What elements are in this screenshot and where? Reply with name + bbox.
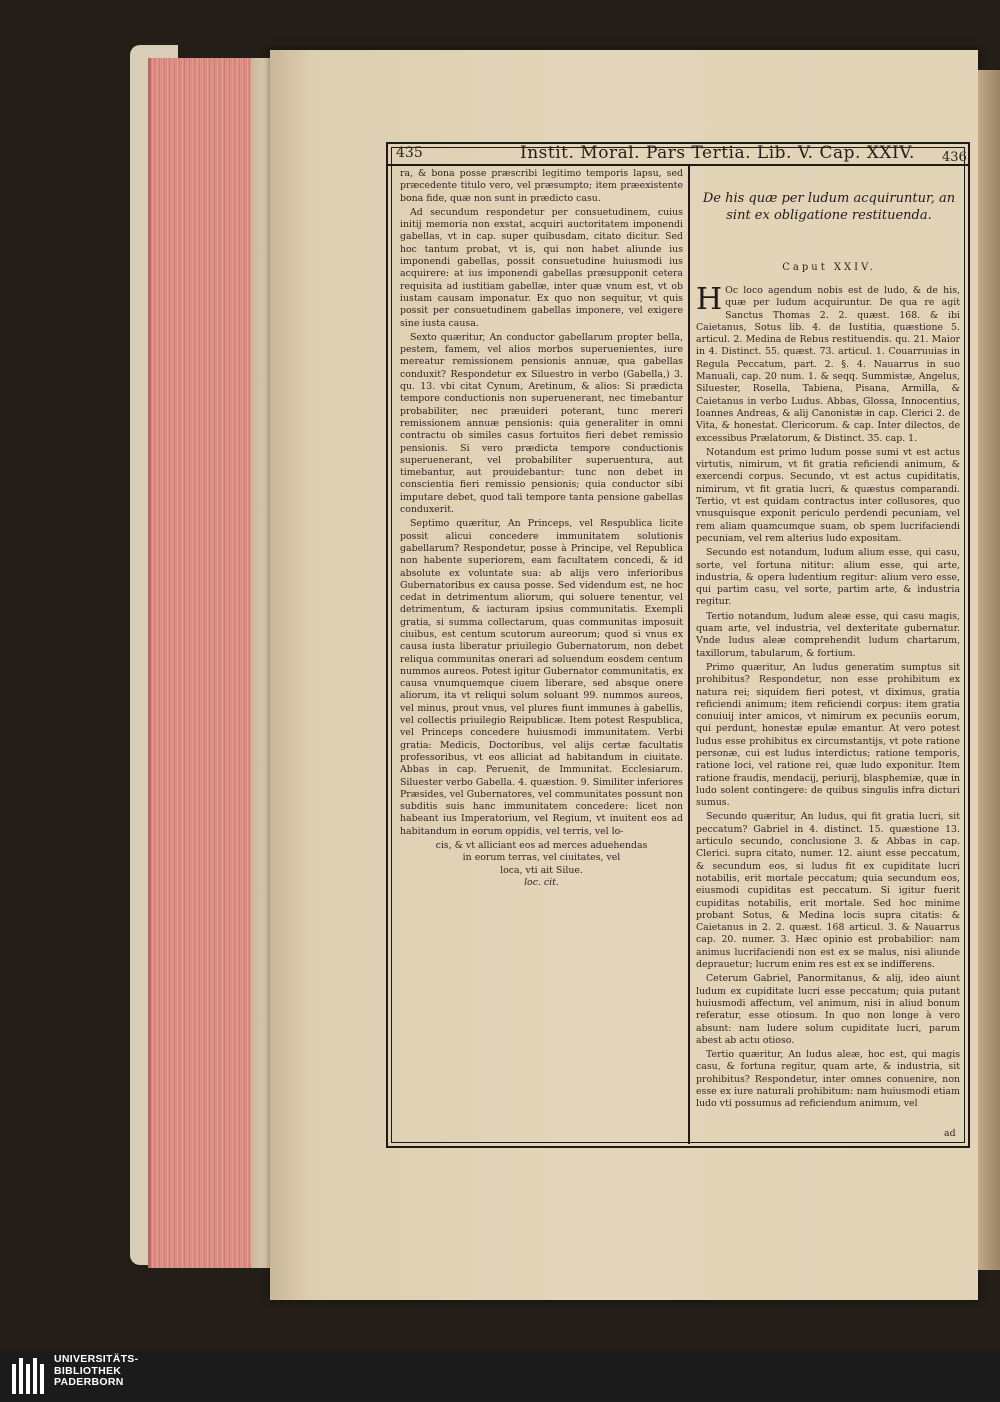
paragraph: Ad secundum respondetur per consuetudinem, cuius initij memoria non exstat, acquiri auctoritatem imponendi gabellas, vt in cap. super quibusdam, citato dicitur. Sed hoc tantum probat, vt is, qui non habet aliunde ius imponendi gabellas, possit consuetudine huiusmodi ius acquirere: at ius imponendi gabellas præsupponit cetera requisita ad iustitiam gabellæ, inter quæ vnum est, vt ob iustam causam imponatur. Ex quo non sequitur, vt quis possit per consuetudinem gabellas imponere, vel exigere sine iusta causa.	[400, 206, 683, 329]
paragraph	[696, 282, 960, 445]
paragraph: Ceterum Gabriel, Panormitanus, & alij, ideo aiunt ludum ex cupiditate lucri esse peccatum; quia putant huiusmodi affectum, vel animum, nisi in aliud bonum referatur, esse otiosum. In quo non longe à vero absunt: nam ludere solum cupiditate lucri, parum abest ab actu otioso.	[696, 973, 960, 1046]
logo-line: BIBLIOTHEK	[54, 1364, 122, 1377]
paragraph: Sexto quæritur, An conductor gabellarum propter bella, pestem, famem, vel alios morbos superuenientes, iure mereatur remissionem pensionis annuæ, qua gabellas conduxit? Respondetur ex Siluestro in verbo (Gabella,) 3. qu. 13. vbi citat Cynum, Aretinum, & alios: Si prædicta tempore conductionis non superuenerant, nec timebantur probabiliter, nec præuideri poterant, tunc mereri remissionem annuæ pensionis: quia generaliter in omni contractu ob similes casus fortuitos fieri debet remissio pensionis. Si vero prædicta tempore conductionis superuenerant, vel probabiliter superuentura, aut timebantur, aut prouidebantur: tunc non debet in conscientia fieri remissio pensionis; quia conductor sibi imputare debet, quod tali tempore tanta pensione gabellas conduxerit.	[400, 331, 683, 516]
paragraph: Tertio notandum, ludum aleæ esse, qui casu magis, quam arte, vel industria, vel dexteritate gubernatur. Vnde ludus aleæ comprehendit ludum chartarum, taxillorum, tabularum, & fortium.	[696, 610, 960, 659]
library-logo-text	[54, 1354, 138, 1389]
paragraph: Secundo quæritur, An ludus, qui fit gratia lucri, sit peccatum? Gabriel in 4. distinct. 15. quæstione 13. articulo secundo, conclusione 3. & Abbas in cap. Clerici. supra citato, numer. 12. aiunt esse peccatum, & secundum eos, si ludus fit ex cupiditate lucri notabilis, erit mortale peccatum; quia secundum eos, eiusmodi cupiditas est peccatum. Si igitur fuerit cupiditas notabilis, erit mortale. Sed hoc minime probant Sotus, & Medina locis supra citatis: & Caietanus in 2. 2. quæst. 168 articul. 3. & Nauarrus cap. 20. numer. 3. Hæc opinio est probabilior: nam animus lucrifaciendi non est ex se malus, nisi aliunde deprauetur; lucrum enim res est ex se indifferens.	[696, 811, 960, 971]
logo-line: UNIVERSITÄTS-	[54, 1353, 139, 1365]
right-column	[696, 282, 960, 1113]
tail-line: cis, & vt alliciant eos ad merces aduehendas	[435, 840, 648, 852]
paragraph: Tertio quæritur, An ludus aleæ, hoc est, qui magis casu, & fortuna regitur, quam arte, & industria, sit prohibitus? Respondetur, inter omnes conuenire, non esse ex iure naturali prohibitum: nam huiusmodi etiam ludo vti possumus ad reficiendum animum, vel	[696, 1049, 960, 1110]
footer-bar	[0, 1350, 1000, 1402]
drop-cap: H	[696, 282, 723, 317]
tail-line: loca, vti ait Silue.	[500, 864, 583, 876]
catchword: ad	[944, 1128, 956, 1139]
paragraph-text: Oc loco agendum nobis est de ludo, & de his, quæ per ludum acquiruntur. De qua re agit Sanctus Thomas 2. 2. quæst. 168. & ibi Caietanus, Sotus lib. 4. de Iustitia, quæstione 5. articul. 2. Medina de Rebus restituendis. qu. 21. Maior in 4. Distinct. 55. quæst. 73. articul. 1. Couarruuias in Regula Peccatum, part. 2. §. 4. Nauarrus in suo Manuali, cap. 20 num. 1. & seqq. Summistæ, Angelus, Siluester, Rosella, Tabiena, Pisana, Armilla, & Caietanus in verbo Ludus. Abbas, Glossa, Innocentius, Ioannes Andreas, & alij Canonistæ in cap. Clerici 2. de Vita, & honestat. Clericorum. & cap. Inter dilectos, de excessibus Prælatorum, & Distinct. 35. cap. 1.	[696, 285, 960, 444]
column-rule	[688, 166, 690, 1144]
page-edges	[148, 58, 273, 1268]
paragraph: Notandum est primo ludum posse sumi vt est actus virtutis, nimirum, vt fit gratia reficiendi animum, & exercendi corpus. Secundo, vt est actus cupiditatis, nimirum, vt fit gratia lucri, & quæstus comparandi. Tertio, vt est quidam contractus inter collusores, quo vnusquisque exponit periculo perdendi pecuniam, vel rem aliam quamcumque suam, ob spem lucrifaciendi pecuniam, vel rem alterius ludo expositam.	[696, 446, 960, 544]
running-title: Instit. Moral. Pars Tertia. Lib. V. Cap. XXIV.	[520, 143, 915, 163]
chapter-heading: De his quæ per ludum acquiruntur, an sint ex obligatione restituenda.	[702, 191, 956, 223]
paragraph-tail	[400, 840, 683, 889]
library-logo-icon	[12, 1358, 46, 1394]
header-rule	[386, 164, 970, 166]
paragraph: Septimo quæritur, An Princeps, vel Respublica licite possit alicui concedere immunitatem solutionis gabellarum? Respondetur, posse à Principe, vel Republica non habente superiorem, eam facultatem concedi, & id absolute ex voluntate sua: ab alijs vero inferioribus Gubernatoribus ex causa posse. Sed videndum est, ne hoc cedat in detrimentum aliorum, qui soluere tenentur, vel detrimentum, & iacturam ipsius communitatis. Exempli gratia, si summa collectarum, quas communitas imposuit ciuibus, est centum scutorum aureorum; quod si vnus ex causa iusta liberatur priuilegio Gubernatorum, non debet reliqua communitas onerari ad soluendum eosdem centum nummos aureos. Potest igitur Gubernator communitatis, ex causa vnumquemque ciuem liberare, sed absque onere aliorum, ita vt reliqui solum soluant 99. nummos aureos, vel minus, prout vnus, vel plures fiunt immunes à gabellis, vel collectis priuilegio Reipublicæ. Item potest Respublica, vel Princeps concedere huiusmodi immunitatem. Verbi gratia: Medicis, Doctoribus, vel alijs certæ facultatis professoribus, vt eos alliciat ad habitandum in ciuitate. Abbas in cap. Peruenit, de Immunitat. Ecclesiarum. Siluester verbo Gabella. 4. quæstion. 9. Similiter inferiores Præsides, vel Gubernatores, vel communitates possunt non subditis suis hanc immunitatem concedere: licet non habeant ius Imperatorium, vel Regium, vt inuitent eos ad habitandum in eorum oppidis, vel terris, vel lo-	[400, 518, 683, 837]
left-column	[400, 168, 683, 889]
tail-line: loc. cit.	[524, 876, 559, 888]
paragraph: Primo quæritur, An ludus generatim sumptus sit prohibitus? Respondetur, non esse prohibitum ex natura rei; siquidem fieri potest, vt diximus, gratia reficiendi animum; item reficiendi corpus: item gratia conuiuij inter amicos, vt nimirum ex pecuniis eorum, qui perdunt, honestæ epulæ emantur. At vero potest ludus esse prohibitus ex circumstantijs, vt pote ratione personæ, cui est ludus interdictus; ratione temporis, ratione loci, vel ratione rei, quæ ludo exponitur. Item ratione fraudis, mendacij, periurij, blasphemiæ, quæ in ludo solent contingere: de quibus singulis infra dicturi sumus.	[696, 661, 960, 809]
page-number-left: 435	[396, 145, 423, 161]
paragraph: Secundo est notandum, ludum alium esse, qui casu, sorte, vel fortuna nititur: alium esse, qui arte, industria, & opera ludentium regitur: alium vero esse, qui partim casu, vel sorte, partim arte, & industria regitur.	[696, 547, 960, 608]
facing-page-edge	[978, 70, 1000, 1270]
logo-line: PADERBORN	[54, 1376, 124, 1388]
paragraph: ra, & bona posse præscribi legitimo temporis lapsu, sed præcedente titulo vero, vel præsumpto; item præexistente bona fide, quæ non sunt in prædicto casu.	[400, 168, 683, 204]
chapter-label: Caput XXIV.	[782, 262, 876, 273]
page-number-right: 436	[942, 150, 967, 165]
tail-line: in eorum terras, vel ciuitates, vel	[462, 852, 621, 864]
